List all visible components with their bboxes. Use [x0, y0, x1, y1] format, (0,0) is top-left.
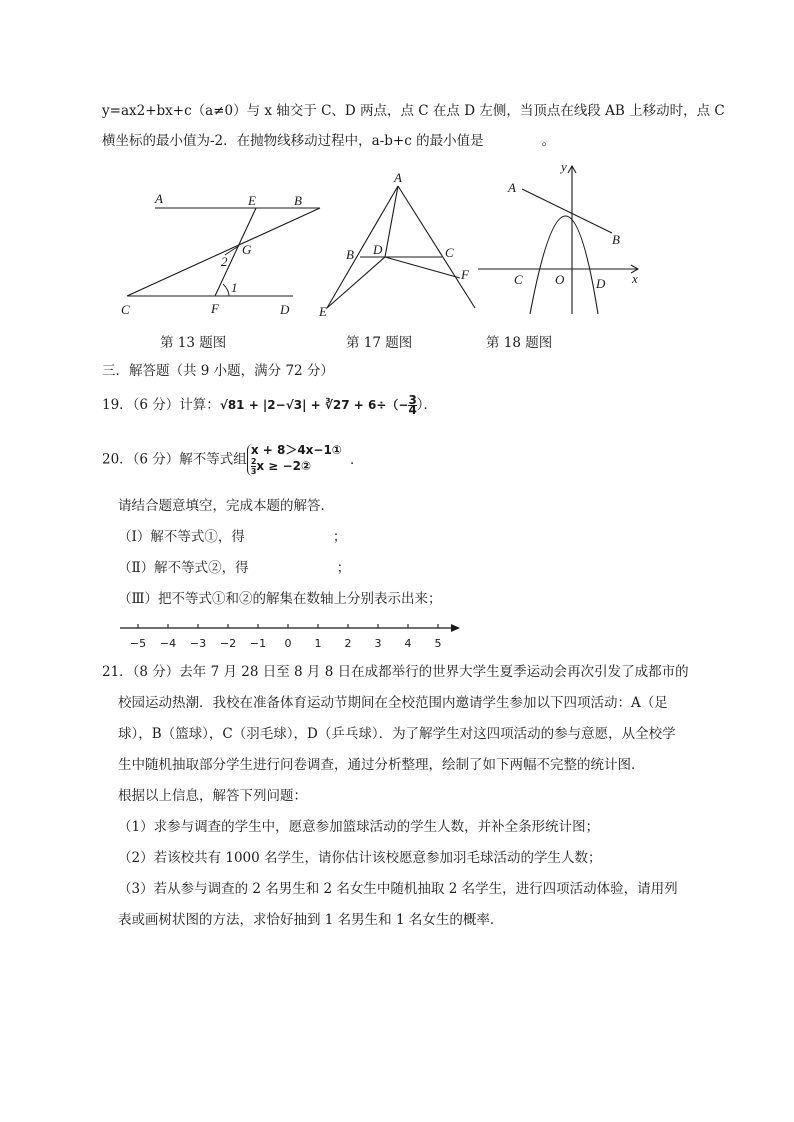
number-line-label: −5: [129, 637, 147, 650]
label-c: C: [445, 245, 454, 260]
figure-13: [115, 188, 300, 320]
number-line-label: −3: [189, 637, 207, 650]
q20-step-3: （Ⅲ）把不等式①和②的解集在数轴上分别表示出来；: [118, 591, 442, 607]
label-b: B: [346, 247, 354, 262]
q18-line-2-end: 。: [541, 133, 556, 149]
number-line-label: 3: [374, 637, 382, 650]
label-d: D: [596, 276, 606, 291]
number-line-label: 1: [314, 637, 322, 650]
q21-line-4: 生中随机抽取部分学生进行问卷调查，通过分析整理，绘制了如下两幅不完整的统计图．: [118, 757, 645, 773]
figure-18-caption: 第 18 题图: [486, 335, 553, 351]
label-angle-1: 1: [231, 280, 238, 295]
q21-part-3-b: 表或画树状图的方法，求恰好抽到 1 名男生和 1 名女生的概率．: [118, 912, 504, 928]
label-b: B: [294, 193, 302, 208]
label-a: A: [155, 191, 163, 206]
label-o: O: [555, 272, 565, 287]
q20-step-2: [118, 559, 350, 577]
q21-part-2: （2）若该校共有 1000 名学生，请你估计该校愿意参加羽毛球活动的学生人数；: [118, 850, 602, 866]
label-x: x: [632, 271, 638, 286]
q20-ineq2-frac-num: 2: [250, 457, 257, 466]
line-cb: [127, 208, 320, 296]
number-line-label: 2: [344, 637, 352, 650]
label-d: D: [373, 242, 383, 257]
label-a: A: [508, 180, 516, 195]
q19-end: ）．: [416, 397, 438, 413]
section-3-title: 三．解答题（共 9 小题，满分 72 分）: [102, 363, 334, 379]
q19-frac-num: 3: [408, 393, 417, 407]
label-y: y: [561, 159, 567, 174]
q20-step-1-end: ；: [332, 529, 347, 545]
q19: [102, 393, 438, 417]
label-a: A: [394, 170, 402, 185]
number-line-label: 5: [434, 637, 442, 650]
q20-step-1-text: （Ⅰ）解不等式①，得: [118, 529, 245, 545]
number-line-label: 0: [284, 637, 292, 650]
line-df: [385, 257, 460, 278]
q20-inequality-system: [247, 444, 342, 476]
angle-1-arc: [223, 284, 229, 296]
line-a-side: [398, 186, 475, 308]
q19-expression: √81 + |2−√3| + ∛27 + 6÷（−: [219, 398, 409, 412]
label-d: D: [280, 302, 290, 317]
q18-line-1: y=ax2+bx+c（a≠0）与 x 轴交于 C、D 两点，点 C 在点 D 左侧，当顶点在线段 AB 上移动时，点 C: [102, 103, 725, 119]
q19-frac-den: 4: [408, 403, 417, 417]
number-line-arrow: [451, 624, 460, 632]
q20-ineq2-rest: x ≥ −2②: [256, 459, 312, 473]
label-f: F: [211, 301, 219, 316]
q20-ineq2-frac-den: 3: [250, 467, 257, 476]
q21-part-3-a: （3）若从参与调查的 2 名男生和 2 名女生中随机抽取 2 名学生，进行四项活动体验，请用列: [118, 881, 678, 897]
q20-step-2-end: ；: [336, 560, 351, 576]
q21-line-2: 校园运动热潮．我校在准备体育运动节期间在全校范围内邀请学生参加以下四项活动：A（足: [118, 695, 668, 711]
q18-line-2-text: 横坐标的最小值为-2．在抛物线移动过程中，a-b+c 的最小值是: [102, 133, 484, 149]
label-e: E: [248, 193, 256, 208]
q20-step-1: [118, 528, 346, 546]
label-c: C: [121, 302, 130, 317]
q21-part-1: （1）求参与调查的学生中，愿意参加篮球活动的学生人数，并补全条形统计图；: [118, 819, 600, 835]
q20-suffix: ．: [349, 451, 364, 468]
q21-line-3: 球），B（篮球），C（羽毛球），D（乒乓球）．为了解学生对这四项活动的参与意愿，从全校学: [118, 726, 676, 742]
label-g: G: [242, 242, 252, 257]
q21-line-5: 根据以上信息，解答下列问题：: [118, 788, 307, 804]
q19-prefix: 19．（6 分）计算：: [102, 397, 220, 413]
segment-ab: [522, 189, 612, 233]
q20-step-2-text: （Ⅱ）解不等式②，得: [118, 560, 249, 576]
label-c: C: [514, 272, 523, 287]
parabola: [530, 216, 598, 314]
number-line-label: −4: [159, 637, 177, 650]
q20-inequality-1: x + 8＞4x−1①: [250, 443, 342, 457]
label-b: B: [612, 232, 620, 247]
line-ed: [327, 257, 385, 308]
label-f: F: [461, 267, 469, 282]
q21-line-1: 21．（8 分）去年 7 月 28 日至 8 月 8 日在成都举行的世界大学生夏季运动会再次引发了成都市的: [102, 664, 689, 680]
q20-inequality-2: [251, 457, 342, 476]
figure-13-caption: 第 13 题图: [160, 335, 227, 351]
q20-instruction: 请结合题意填空，完成本题的解答．: [118, 498, 334, 514]
q18-line-2: [102, 132, 555, 150]
figure-17-caption: 第 17 题图: [346, 335, 413, 351]
number-line-label: 4: [404, 637, 412, 650]
q20: [102, 444, 363, 476]
number-line: [118, 617, 468, 655]
q20-prefix: 20．（6 分）解不等式组: [102, 451, 247, 468]
label-e: E: [319, 304, 327, 319]
label-angle-2: 2: [221, 254, 228, 269]
number-line-label: −2: [219, 637, 237, 650]
figure-18: [472, 158, 647, 318]
q19-fraction: [408, 393, 417, 417]
figure-17: [315, 170, 480, 320]
number-line-label: −1: [249, 637, 267, 650]
